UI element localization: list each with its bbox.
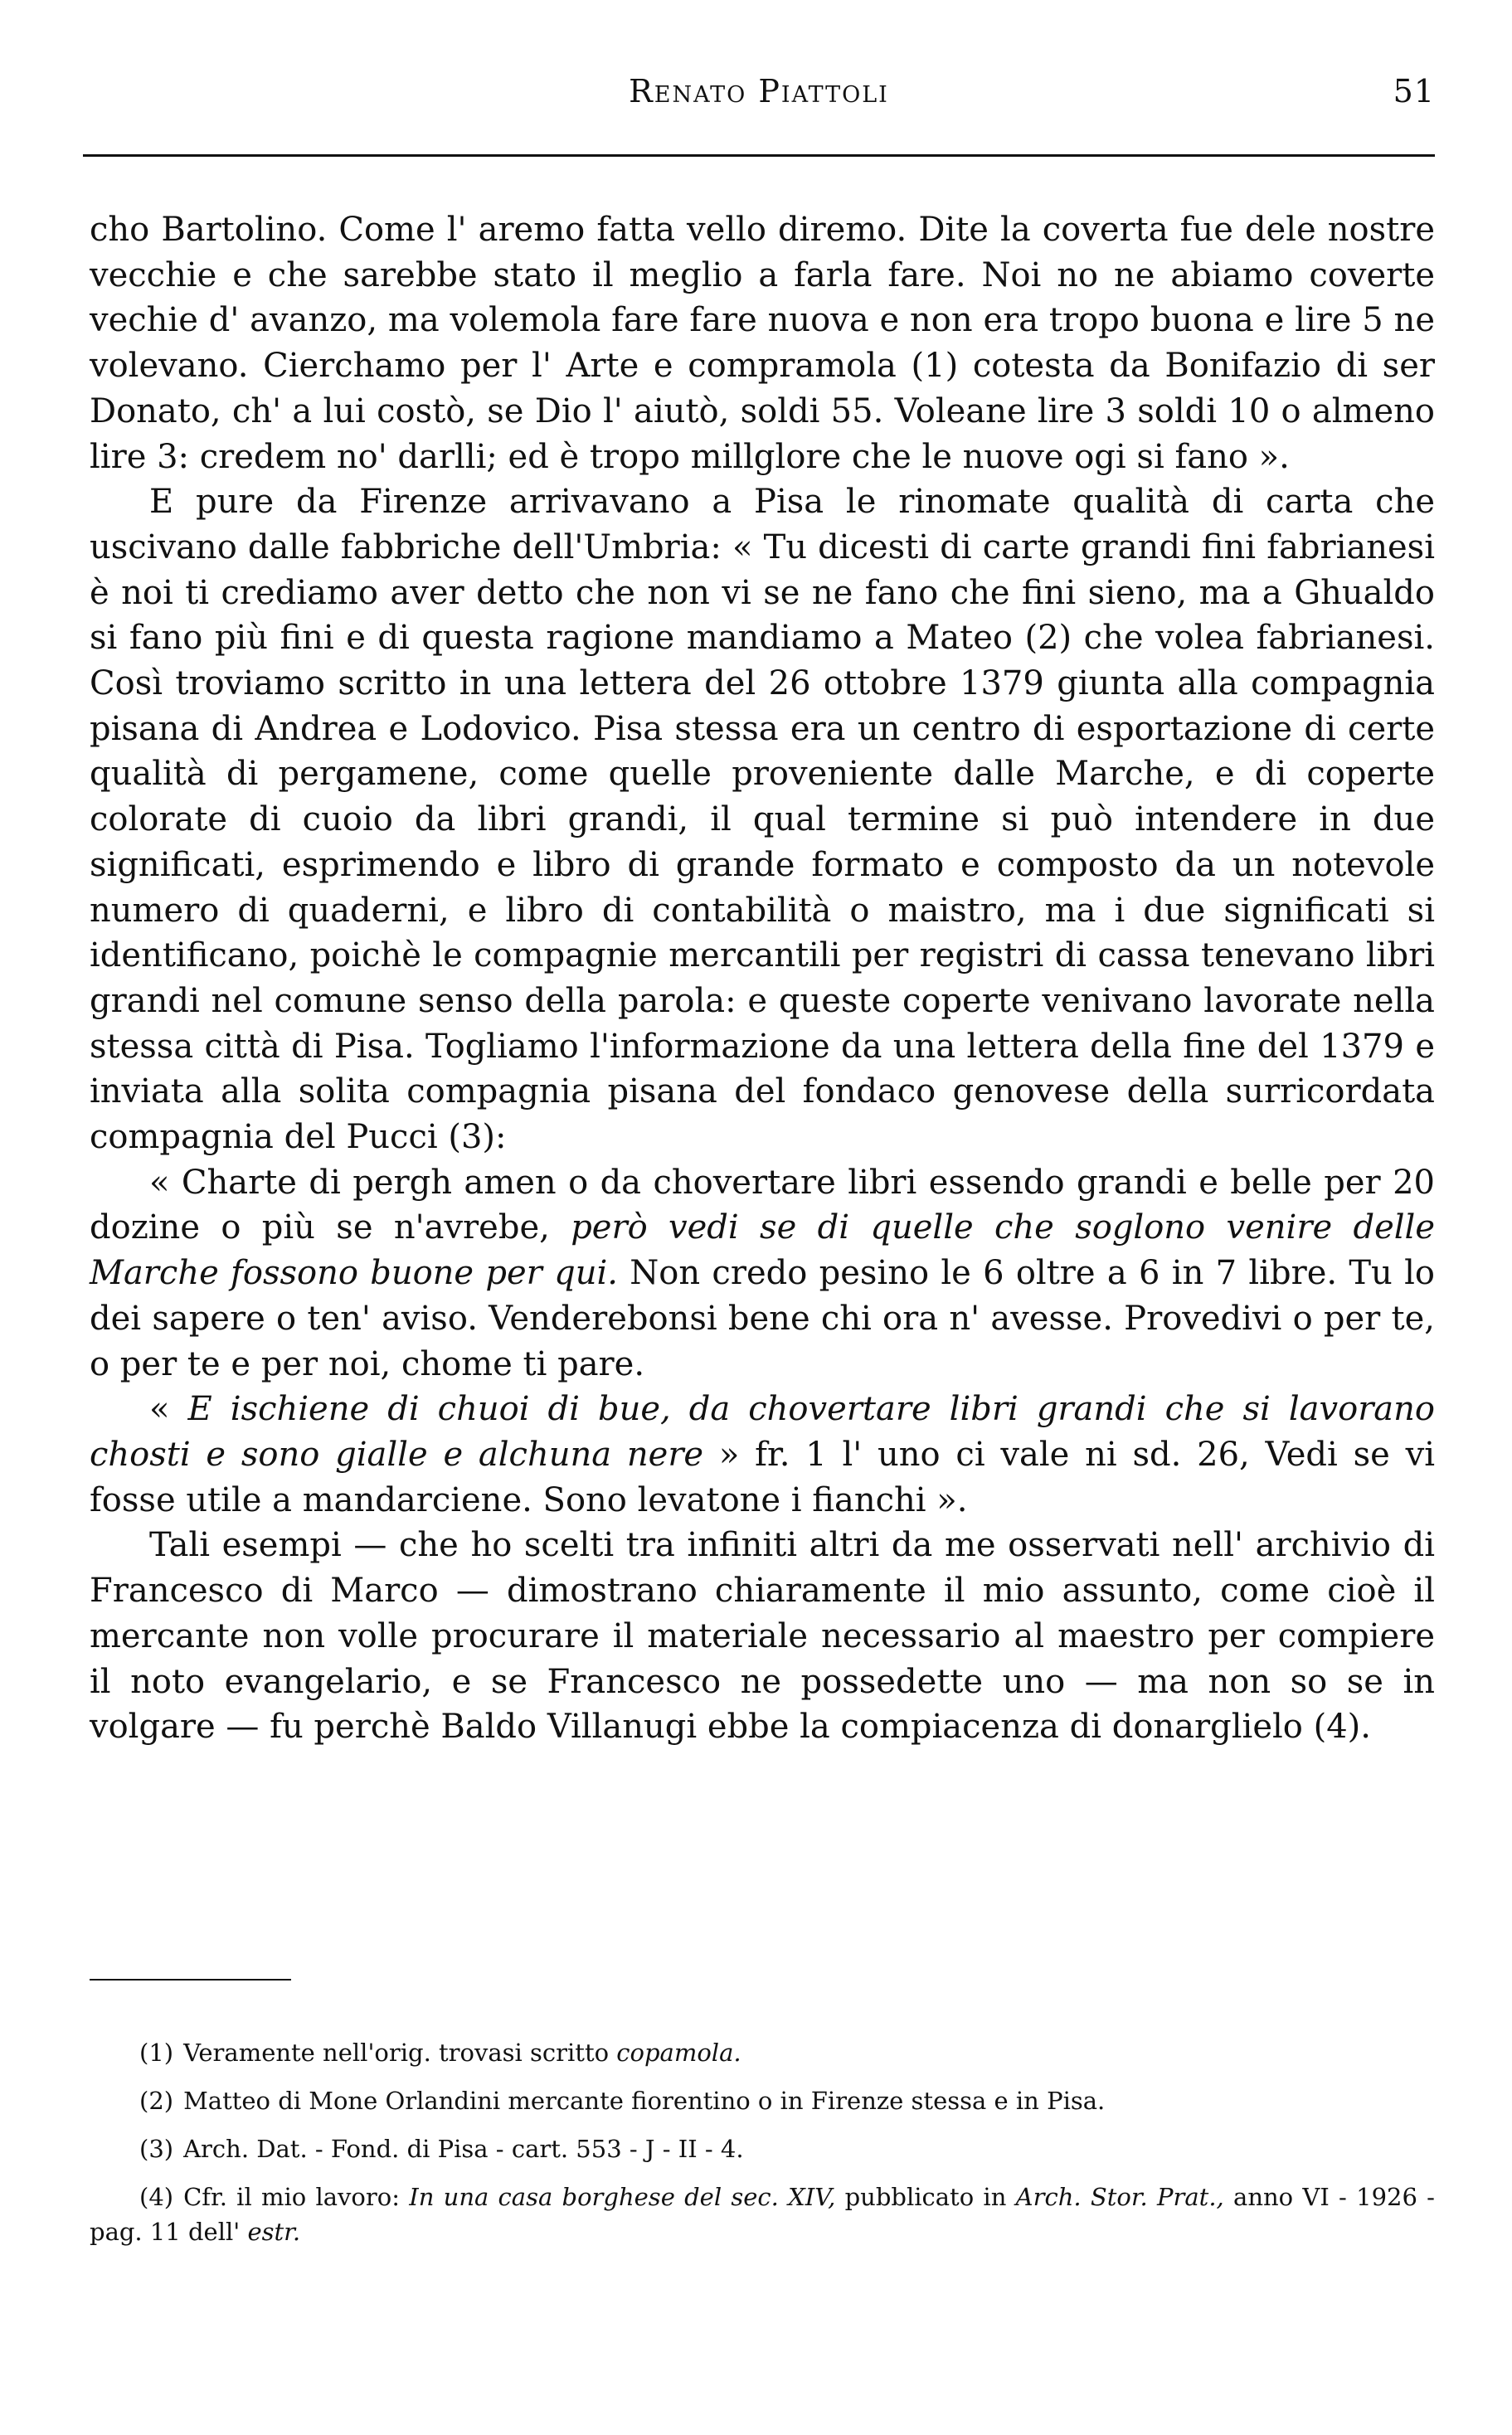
page-number: 51 [1393, 73, 1435, 109]
quotation-1: « Charte di pergh amen o da chovertare libri essendo grandi e belle per 20 dozine o più se n'avrebe, però vedi se di quelle che soglono venire delle Marche fossono buone per qui. Non credo pesino le 6 oltre a 6 in 7 libre. Tu lo dei sapere o ten' aviso. Venderebonsi bene chi ora n' avesse. Provedivi o per te, o per te e per noi, chome ti pare. [90, 1163, 1436, 1383]
paragraph-3: Tali esempi — che ho scelti tra infiniti altri da me osservati nell' archivio di Francesco di Marco — dimostrano chiaramente il mio assunto, come cioè il mercante non volle procurare il materiale necessario al maestro per compiere il noto evangelario, e se Francesco ne possedette uno — ma non so se in volgare — fu perchè Baldo Villanugi ebbe la compiacenza di donarglielo (4). [90, 1526, 1435, 1747]
footnote-1: (1) Veramente nell'orig. trovasi scritto copamola. [139, 2039, 741, 2067]
running-header-author: Renato Piattoli [629, 73, 889, 109]
main-text [90, 207, 1435, 1750]
header-rule [83, 154, 1435, 157]
footnote-2: (2) Matteo di Mone Orlandini mercante fiorentino o in Firenze stessa e in Pisa. [139, 2087, 1106, 2115]
quotation-2: « E ischiene di chuoi di bue, da chovertare libri grandi che si lavorano chosti e sono gialle e alchuna nere » fr. 1 l' uno ci vale ni sd. 26, Vedi se vi fosse utile a mandarciene. Sono levatone i fianchi ». [90, 1390, 1436, 1519]
footnote-rule [90, 1979, 291, 1981]
paragraph-2: E pure da Firenze arrivavano a Pisa le rinomate qualità di carta che uscivano dalle fabbriche dell'Umbria: « Tu dicesti di carte grandi fini fabrianesi è noi ti crediamo aver detto che non vi se ne fano che fini sieno, ma a Ghualdo si fano più fini e di questa ragione mandiamo a Mateo (2) che volea fabrianesi. Così troviamo scritto in una lettera del 26 ottobre 1379 giunta alla compagnia pisana di Andrea e Lodovico. Pisa stessa era un centro di esportazione di certe qualità di pergamene, come quelle proveniente dalle Marche, e di coperte colorate di cuoio da libri grandi, il qual termine si può intendere in due significati, esprimendo e libro di grande formato e composto da un notevole numero di quaderni, e libro di contabilità o maistro, ma i due significati si identificano, poichè le compagnie mercantili per registri di cassa tenevano libri grandi nel comune senso della parola: e queste coperte venivano lavorate nella stessa città di Pisa. Togliamo l'informazione da una lettera della fine del 1379 e inviata alla solita compagnia pisana del fondaco genovese della surricordata compagnia del Pucci (3): [90, 483, 1435, 1157]
paragraph-1: cho Bartolino. Come l' aremo fatta vello diremo. Dite la coverta fue dele nostre vecchie e che sarebbe stato il meglio a farla fare. Noi no ne abiamo coverte vechie d' avanzo, ma volemola fare fare nuova e non era tropo buona e lire 5 ne volevano. Cierchamo per l' Arte e compramola (1) cotesta da Bonifazio di ser Donato, ch' a lui costò, se Dio l' aiutò, soldi 55. Voleane lire 3 soldi 10 o almeno lire 3: credem no' darlli; ed è tropo millglore che le nuove ogi si fano ». [90, 211, 1435, 476]
footnote-4: (4) Cfr. il mio lavoro: In una casa borghese del sec. XIV, pubblicato in Arch. Stor. Prat., anno VI - 1926 - pag. 11 dell' estr. [90, 2183, 1435, 2246]
footnote-3: (3) Arch. Dat. - Fond. di Pisa - cart. 553 - J - II - 4. [139, 2135, 744, 2163]
footnotes [90, 2035, 1435, 2262]
